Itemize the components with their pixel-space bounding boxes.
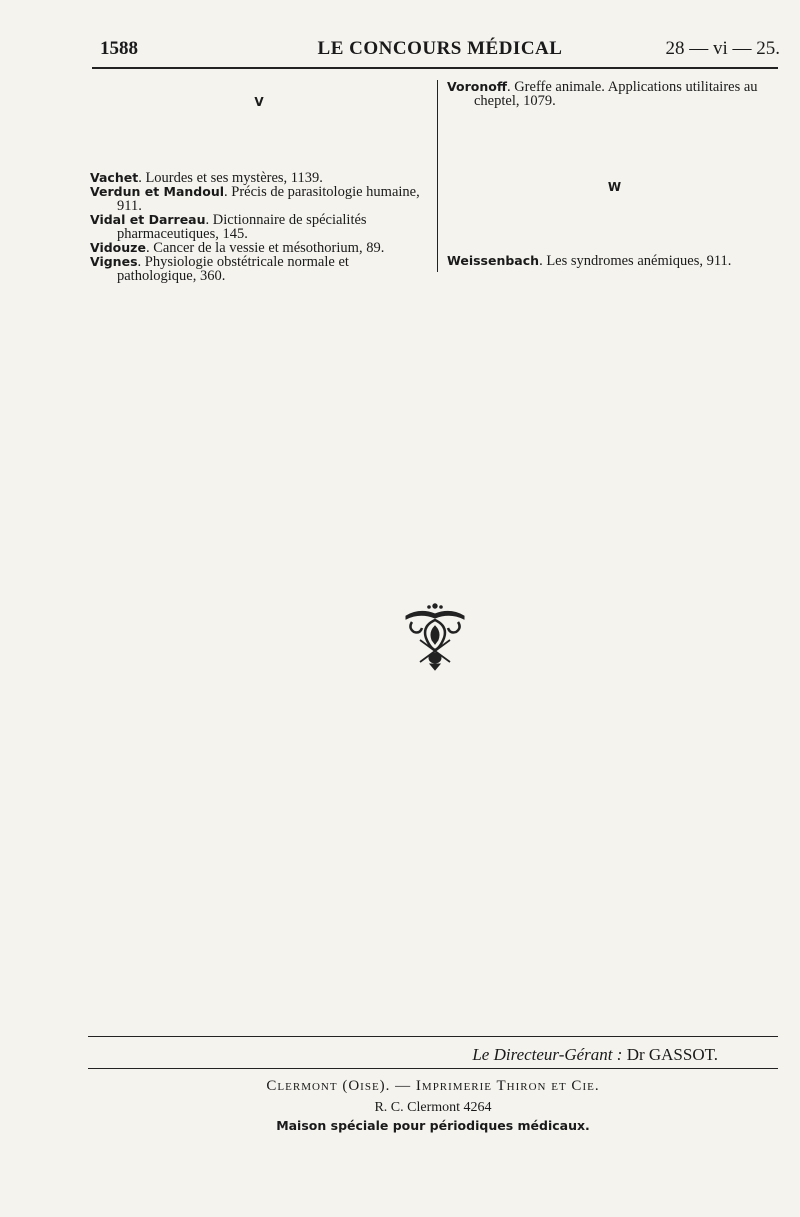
index-entry: Weissenbach. Les syndromes anémiques, 911. xyxy=(447,253,732,269)
footer-rule-top xyxy=(88,1036,778,1037)
right-column xyxy=(447,80,782,268)
index-entry: Vignes. Physiologie obstétricale normale et pathologique, 360. xyxy=(90,254,349,284)
footer-rule-bottom xyxy=(88,1068,778,1069)
index-entry: Vidouze. Cancer de la vessie et mésothorium, 89. xyxy=(90,240,385,256)
trade-registry: R. C. Clermont 4264 xyxy=(374,1100,492,1115)
page-number: 1588 xyxy=(100,38,138,59)
section-heading-w: W xyxy=(607,180,622,194)
left-column xyxy=(90,95,428,283)
index-entry: Verdun et Mandoul. Précis de parasitologie humaine, 911. xyxy=(90,184,420,214)
index-entry: Vachet. Lourdes et ses mystères, 1139. xyxy=(90,170,323,186)
director-name: Dr GASSOT. xyxy=(622,1045,718,1064)
index-entry: Vidal et Darreau. Dictionnaire de spécialités pharmaceutiques, 145. xyxy=(90,212,367,242)
column-divider xyxy=(437,80,438,272)
fleuron-ornament-icon xyxy=(400,600,470,672)
header-rule xyxy=(92,67,778,69)
section-heading-v: V xyxy=(254,95,264,109)
issue-date: 28 — vi — 25. xyxy=(665,38,780,59)
index-entry: Voronoff. Greffe animale. Applications utilitaires au cheptel, 1079. xyxy=(447,79,758,109)
director-line xyxy=(472,1045,718,1065)
journal-title: LE CONCOURS MÉDICAL xyxy=(317,38,563,59)
printer-imprint: Clermont (Oise). — Imprimerie Thiron et Cie. xyxy=(266,1078,600,1094)
director-label: Le Directeur-Gérant : xyxy=(472,1045,623,1064)
page-header xyxy=(100,38,780,64)
printer-specialty: Maison spéciale pour périodiques médicaux. xyxy=(276,1118,590,1133)
